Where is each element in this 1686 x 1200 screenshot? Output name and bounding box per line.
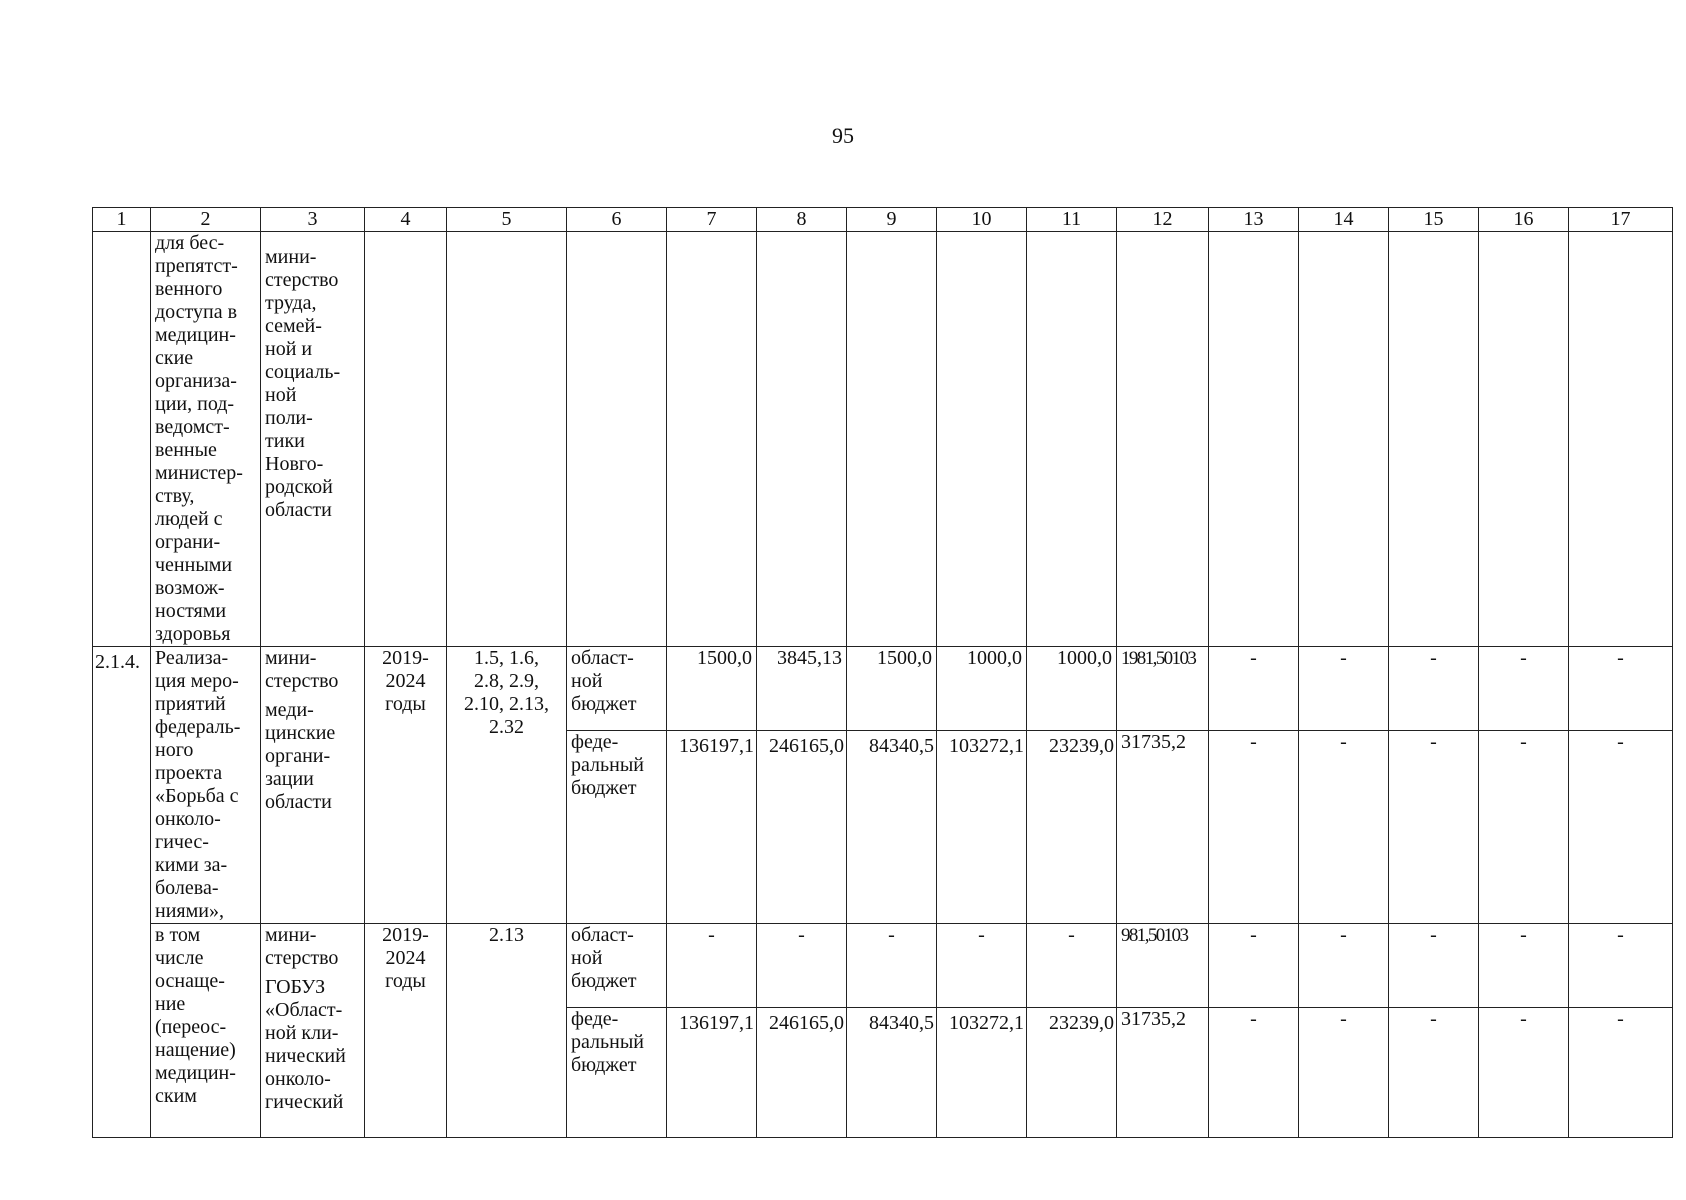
value-cell: - (1389, 647, 1479, 731)
table-cell (365, 232, 447, 647)
period-cell: 2019- 2024 годы (365, 647, 447, 924)
executor-main: мини- стерство (265, 647, 339, 692)
value-cell: - (1389, 731, 1479, 924)
value-cell: - (1479, 1008, 1569, 1138)
value-cell: - (1389, 924, 1479, 1008)
value-cell: 31735,2 (1117, 1008, 1209, 1138)
table-row (93, 647, 1673, 731)
executor-cell: мини- стерство труда, семей- ной и социаль- ной поли- тики Новго- родской области (261, 232, 365, 647)
value-cell: - (1389, 1008, 1479, 1138)
value-cell: 23239,0 (1027, 1008, 1117, 1138)
value-cell: - (1299, 924, 1389, 1008)
value-cell: 84340,5 (847, 731, 937, 924)
value-cell: 246165,0 (757, 1008, 847, 1138)
value-cell: 981,50103 (1117, 924, 1209, 1008)
header-cell: 17 (1569, 208, 1673, 232)
header-cell: 1 (93, 208, 151, 232)
value-cell: 3845,13 (757, 647, 847, 731)
value-cell: - (757, 924, 847, 1008)
measure-name-cell: для бес- препятст- венного доступа в медицин- ские организа- ции, под- ведомст- венные министер- ству, людей с ограни- ченными возмож- ностями здоровья (151, 232, 261, 647)
table-row (93, 924, 1673, 1008)
value-cell: - (1569, 1008, 1673, 1138)
continuation-row (93, 232, 1673, 647)
budget-source-cell: област- ной бюджет (567, 924, 667, 1008)
header-row (93, 208, 1673, 232)
value-cell: - (1299, 731, 1389, 924)
value-cell: - (1479, 731, 1569, 924)
table-cell (93, 232, 151, 647)
header-cell: 6 (567, 208, 667, 232)
value-cell: 1981,50103 (1117, 647, 1209, 731)
value-cell: - (1569, 924, 1673, 1008)
value-cell: 1000,0 (937, 647, 1027, 731)
period-cell: 2019- 2024 годы (365, 924, 447, 1138)
executor-main: мини- стерство (265, 924, 339, 969)
value-cell: - (1209, 731, 1299, 924)
executor-cell (261, 924, 365, 1138)
header-cell: 5 (447, 208, 567, 232)
table-cell (1117, 232, 1209, 647)
value-cell: - (1209, 647, 1299, 731)
value-cell: 1000,0 (1027, 647, 1117, 731)
header-cell: 2 (151, 208, 261, 232)
value-cell: - (1299, 1008, 1389, 1138)
value-cell: 103272,1 (937, 731, 1027, 924)
executor-co: меди- цинские органи- зации области (265, 699, 336, 813)
table-cell (567, 232, 667, 647)
value-cell: 136197,1 (667, 731, 757, 924)
value-cell: - (1569, 647, 1673, 731)
value-cell: 23239,0 (1027, 731, 1117, 924)
value-cell: - (1209, 924, 1299, 1008)
header-cell: 4 (365, 208, 447, 232)
header-cell: 12 (1117, 208, 1209, 232)
value-cell: - (1569, 731, 1673, 924)
measure-name-cell: в том числе оснаще- ние (переос- нащение) медицин- ским (151, 924, 261, 1138)
value-cell: 31735,2 (1117, 731, 1209, 924)
value-cell: 1500,0 (847, 647, 937, 731)
table-cell (847, 232, 937, 647)
value-cell: - (1027, 924, 1117, 1008)
budget-source-cell: феде- ральный бюджет (567, 1008, 667, 1138)
table-cell (757, 232, 847, 647)
header-cell: 10 (937, 208, 1027, 232)
value-cell: 246165,0 (757, 731, 847, 924)
table-cell (447, 232, 567, 647)
header-cell: 7 (667, 208, 757, 232)
indicators-cell: 2.13 (447, 924, 567, 1138)
table-cell (1209, 232, 1299, 647)
table-cell (1299, 232, 1389, 647)
header-cell: 8 (757, 208, 847, 232)
executor-cell (261, 647, 365, 924)
table-cell (1027, 232, 1117, 647)
table-cell (1389, 232, 1479, 647)
value-cell: 136197,1 (667, 1008, 757, 1138)
value-cell: 84340,5 (847, 1008, 937, 1138)
value-cell: - (1479, 647, 1569, 731)
measure-name-cell: Реализа- ция меро- приятий федераль- ного проекта «Борьба с онколо- гичес- кими за- болева- ниями», (151, 647, 261, 924)
value-cell: 103272,1 (937, 1008, 1027, 1138)
header-cell: 9 (847, 208, 937, 232)
value-cell: 1500,0 (667, 647, 757, 731)
budget-source-cell: феде- ральный бюджет (567, 731, 667, 924)
budget-source-cell: област- ной бюджет (567, 647, 667, 731)
value-cell: - (1479, 924, 1569, 1008)
header-cell: 11 (1027, 208, 1117, 232)
header-cell: 14 (1299, 208, 1389, 232)
value-cell: - (667, 924, 757, 1008)
table-cell (667, 232, 757, 647)
executor-co: ГОБУЗ «Област- ной кли- нический онколо- гический (265, 976, 346, 1113)
page-number: 95 (832, 123, 854, 148)
table-cell (1569, 232, 1673, 647)
header-cell: 16 (1479, 208, 1569, 232)
header-cell: 13 (1209, 208, 1299, 232)
program-table (92, 207, 1673, 1138)
value-cell: - (847, 924, 937, 1008)
table-cell (937, 232, 1027, 647)
value-cell: - (1209, 1008, 1299, 1138)
table-cell (1479, 232, 1569, 647)
header-cell: 3 (261, 208, 365, 232)
indicators-cell: 1.5, 1.6, 2.8, 2.9, 2.10, 2.13, 2.32 (447, 647, 567, 924)
item-number-cell: 2.1.4. (93, 647, 151, 1138)
header-cell: 15 (1389, 208, 1479, 232)
value-cell: - (1299, 647, 1389, 731)
value-cell: - (937, 924, 1027, 1008)
